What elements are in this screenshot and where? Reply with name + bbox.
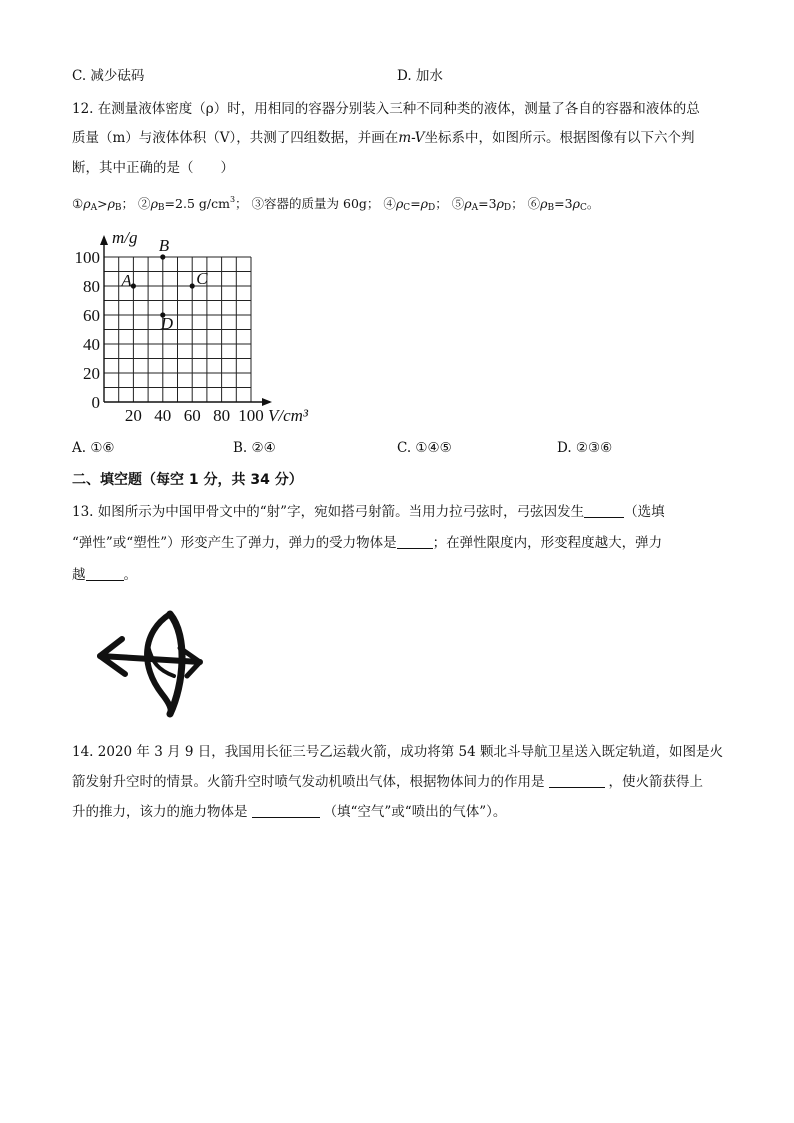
q12-option-d: D. ②③⑥ — [557, 440, 613, 456]
point-label-a: A — [121, 271, 132, 290]
q13-blank-2[interactable] — [397, 536, 433, 549]
option-d: D. 加水 — [397, 68, 443, 84]
oracle-bone-shoot-character — [92, 606, 207, 721]
chart-axes — [100, 235, 272, 406]
q13-blank-1[interactable] — [584, 505, 624, 518]
x-tick-label: 20 — [124, 406, 142, 425]
q13-line1: 13. 如图所示为中国甲骨文中的“射”字，宛如搭弓射箭。当用力拉弓弦时，弓弦因发生 （选填 — [72, 504, 665, 520]
y-tick-label: 80 — [83, 277, 100, 296]
x-tick-label: 40 — [154, 406, 172, 425]
y-tick-label: 0 — [91, 393, 100, 412]
x-tick-label: 60 — [183, 406, 201, 425]
q13-blank-3[interactable] — [86, 568, 124, 581]
option-c: C. 减少砝码 — [72, 68, 145, 84]
point-label-d: D — [160, 314, 174, 333]
q12-option-c: C. ①④⑤ — [397, 440, 452, 456]
y-tick-label: 100 — [74, 248, 100, 267]
chart-ticks — [75, 248, 264, 425]
x-tick-label: 100 — [238, 406, 264, 425]
q12-judgments: $①\rho_A>\rho_B$； $②\rho_B=2.5$ $g/cm^3$； ③容器的质量为 60g； $④\rho_C=\rho_D$； $⑤\rho_A=3\rho_D$； $⑥\rho_B=3\rho_C$。 — [72, 195, 600, 213]
y-tick-label: 60 — [83, 306, 100, 325]
q14-blank-1[interactable] — [549, 775, 605, 788]
data-point-b — [160, 254, 165, 259]
point-label-b: B — [158, 236, 170, 255]
q13-line3: 越 。 — [72, 567, 137, 583]
q14-line2: 箭发射升空时的情景。火箭升空时喷气发动机喷出气体，根据物体间力的作用是 ，使火箭获得上 — [72, 774, 703, 790]
q12-line1: 12. 在测量液体密度（ρ）时，用相同的容器分别装入三种不同种类的液体，测量了各自的容器和液体的总 — [72, 101, 700, 117]
q13-line2: “弹性”或“塑性”）形变产生了弹力，弹力的受力物体是 ；在弹性限度内，形变程度越大，弹力 — [72, 535, 663, 551]
q14-blank-2[interactable] — [252, 805, 320, 818]
y-axis-arrow — [100, 235, 108, 245]
point-label-c: C — [196, 269, 208, 288]
mv-chart — [60, 225, 330, 435]
q12-line2: 质量（m）与液体体积（V），共测了四组数据，并画在m-V坐标系中，如图所示。根据图像有以下六个判 — [72, 130, 695, 146]
q14-line1: 14. 2020 年 3 月 9 日，我国用长征三号乙运载火箭，成功将第 54 颗北斗导航卫星送入既定轨道，如图是火 — [72, 744, 724, 760]
q12-option-a: A. ①⑥ — [72, 440, 115, 456]
q12-option-b: B. ②④ — [233, 440, 276, 456]
y-axis-label: m/g — [112, 228, 138, 247]
y-tick-label: 40 — [83, 335, 100, 354]
section-heading: 二、填空题（每空 1 分，共 34 分） — [72, 472, 303, 488]
q12-line3: 断，其中正确的是（ ） — [72, 160, 234, 176]
x-tick-label: 80 — [213, 406, 231, 425]
x-axis-label: V/cm³ — [268, 406, 309, 425]
x-axis-arrow — [262, 398, 272, 406]
y-tick-label: 20 — [83, 364, 100, 383]
q14-line3: 升的推力，该力的施力物体是 （填“空气”或“喷出的气体”）。 — [72, 804, 507, 820]
data-point-c — [190, 283, 195, 288]
